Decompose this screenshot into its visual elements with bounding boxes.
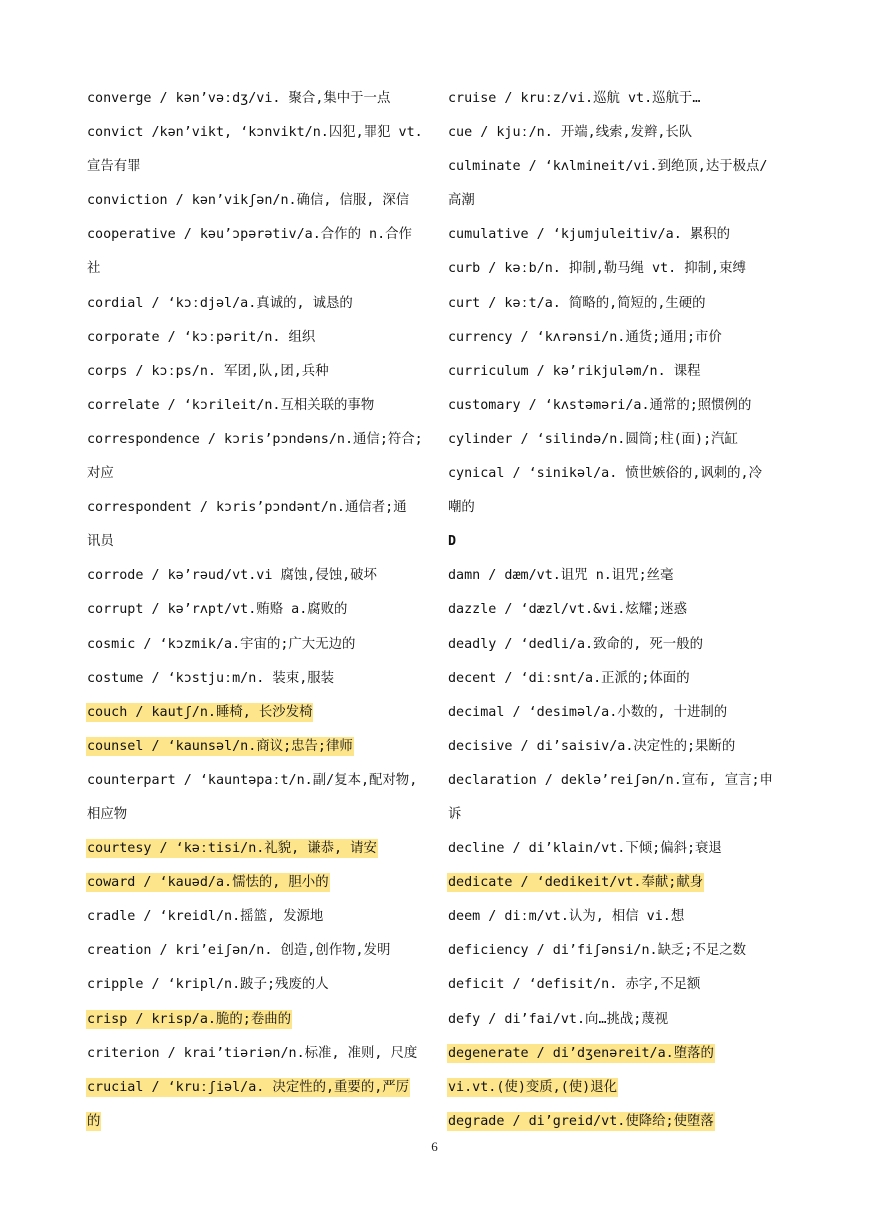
vocab-line-text: decent / ‘diːsnt/a.正派的;体面的 xyxy=(448,670,690,686)
vocab-line xyxy=(447,832,787,866)
vocab-line-text: dazzle / ‘dæzl/vt.&vi.炫耀;迷惑 xyxy=(448,602,687,618)
vocab-line-text: cumulative / ‘kjumjuleitiv/a. 累积的 xyxy=(448,227,731,243)
vocab-line-text: counsel / ‘kaunsəl/n.商议;忠告;律师 xyxy=(87,738,353,754)
vocab-line-text: conviction / kən’vikʃən/n.确信, 信服, 深信 xyxy=(87,193,410,209)
vocab-line-text: crucial / ‘kruːʃiəl/a. 决定性的,重要的,严厉 xyxy=(87,1079,410,1095)
vocab-line xyxy=(447,798,787,832)
vocab-line xyxy=(86,1003,426,1037)
vocab-line-text: corrupt / kə’rʌpt/vt.贿赂 a.腐败的 xyxy=(87,602,348,618)
vocab-line xyxy=(447,900,787,934)
vocab-line xyxy=(86,1105,426,1139)
vocab-line-text: cradle / ‘kreidl/n.摇篮, 发源地 xyxy=(87,909,324,925)
vocab-line xyxy=(447,593,787,627)
vocab-line-text: deficiency / di’fiʃənsi/n.缺乏;不足之数 xyxy=(448,943,747,959)
vocab-line-text: customary / ‘kʌstəməri/a.通常的;照惯例的 xyxy=(448,397,752,413)
vocab-line-text: 诉 xyxy=(448,806,462,822)
section-heading xyxy=(447,525,787,559)
vocab-line xyxy=(86,798,426,832)
vocab-line xyxy=(86,1071,426,1105)
vocab-line-text: degenerate / di’dʒenəreit/a.堕落的 xyxy=(448,1045,714,1061)
vocab-line-text: deficit / ‘defisit/n. 赤字,不足额 xyxy=(448,977,701,993)
vocab-line-text: correlate / ‘kɔrileit/n.互相关联的事物 xyxy=(87,397,375,413)
vocab-line xyxy=(86,218,426,252)
vocab-line xyxy=(447,764,787,798)
vocab-line-text: culminate / ‘kʌlmineit/vi.到绝顶,达于极点/ xyxy=(448,159,768,175)
vocab-line xyxy=(86,968,426,1002)
vocab-line xyxy=(447,218,787,252)
vocab-line xyxy=(86,355,426,389)
vocab-line-text: cordial / ‘kɔːdjəl/a.真诚的, 诚恳的 xyxy=(87,295,353,311)
vocab-line-text: 宣告有罪 xyxy=(87,159,141,175)
vocab-line xyxy=(447,866,787,900)
vocab-line-text: coward / ‘kauəd/a.懦怯的, 胆小的 xyxy=(87,875,329,891)
vocab-line xyxy=(447,150,787,184)
vocab-line xyxy=(447,730,787,764)
vocab-line xyxy=(86,764,426,798)
left-column xyxy=(86,82,426,1139)
vocab-line xyxy=(86,525,426,559)
vocab-line-text: cruise / kruːz/vi.巡航 vt.巡航于… xyxy=(448,91,701,106)
vocab-line xyxy=(86,696,426,730)
vocab-line-text: converge / kən’vəːdʒ/vi. 聚合,集中于一点 xyxy=(87,91,391,106)
vocab-line xyxy=(447,968,787,1002)
vocab-line-text: cynical / ‘sinikəl/a. 愤世嫉俗的,讽刺的,冷 xyxy=(448,466,762,482)
vocab-line-text: 讯员 xyxy=(87,534,114,550)
vocab-line-text: currency / ‘kʌrənsi/n.通货;通用;市价 xyxy=(448,329,722,345)
vocab-line xyxy=(447,355,787,389)
vocab-line-text: decline / di’klain/vt.下倾;偏斜;衰退 xyxy=(448,841,722,857)
vocab-line-text: curriculum / kə’rikjuləm/n. 课程 xyxy=(448,363,701,379)
vocab-line-text: correspondence / kɔris’pɔndəns/n.通信;符合; xyxy=(87,431,423,447)
vocab-line xyxy=(447,696,787,730)
vocab-line xyxy=(86,116,426,150)
vocab-line-text: decimal / ‘desiməl/a.小数的, 十进制的 xyxy=(448,704,728,720)
vocab-line-text: dedicate / ‘dedikeit/vt.奉献;献身 xyxy=(448,875,704,891)
vocab-line-text: deem / diːm/vt.认为, 相信 vi.想 xyxy=(448,909,685,925)
vocab-line-text: decisive / di’saisiv/a.决定性的;果断的 xyxy=(448,738,736,754)
vocab-line-text: 相应物 xyxy=(87,806,128,822)
vocab-line-text: crisp / krisp/a.脆的;卷曲的 xyxy=(87,1011,292,1027)
vocab-line xyxy=(447,423,787,457)
vocab-line xyxy=(86,184,426,218)
vocab-line-text: cosmic / ‘kɔzmik/a.宇宙的;广大无边的 xyxy=(87,636,356,652)
vocab-line-text: couch / kautʃ/n.睡椅, 长沙发椅 xyxy=(87,704,313,720)
vocab-line xyxy=(447,1003,787,1037)
vocab-line xyxy=(447,559,787,593)
vocab-line xyxy=(86,389,426,423)
vocab-line-text: cue / kjuː/n. 开端,线索,发辫,长队 xyxy=(448,125,693,141)
vocab-line xyxy=(86,900,426,934)
vocab-line xyxy=(86,662,426,696)
vocab-line xyxy=(447,287,787,321)
vocab-line xyxy=(447,934,787,968)
right-column xyxy=(447,82,787,1139)
vocab-line-text: convict /kən’vikt, ‘kɔnvikt/n.囚犯,罪犯 vt. xyxy=(87,125,423,141)
vocab-line xyxy=(86,934,426,968)
vocab-line-text: deadly / ‘dedli/a.致命的, 死一般的 xyxy=(448,636,703,652)
vocab-line xyxy=(86,832,426,866)
vocab-line xyxy=(447,252,787,286)
vocab-line-text: counterpart / ‘kauntəpaːt/n.副/复本,配对物, xyxy=(87,772,418,788)
vocab-line xyxy=(447,1071,787,1105)
vocab-line-text: corrode / kə’rəud/vt.vi 腐蚀,侵蚀,破坏 xyxy=(87,568,377,584)
vocab-line xyxy=(447,1037,787,1071)
vocab-line xyxy=(86,150,426,184)
vocab-line xyxy=(447,628,787,662)
vocab-line-text: curb / kəːb/n. 抑制,勒马绳 vt. 抑制,束缚 xyxy=(448,261,746,277)
vocab-line xyxy=(447,116,787,150)
vocab-line-text: defy / di’fai/vt.向…挑战;蔑视 xyxy=(448,1011,669,1027)
vocab-line-text: 高潮 xyxy=(448,193,475,209)
vocab-line xyxy=(86,457,426,491)
vocab-line xyxy=(447,1105,787,1139)
vocab-line xyxy=(447,389,787,423)
vocab-line xyxy=(86,287,426,321)
vocab-line-text: curt / kəːt/a. 简略的,简短的,生硬的 xyxy=(448,295,706,311)
vocab-line-text: 嘲的 xyxy=(448,500,475,516)
vocab-line xyxy=(447,321,787,355)
vocab-line-text: courtesy / ‘kəːtisi/n.礼貌, 谦恭, 请安 xyxy=(87,841,377,857)
vocab-line xyxy=(447,82,787,116)
vocab-line xyxy=(86,593,426,627)
vocab-line xyxy=(447,491,787,525)
vocab-line-text: corps / kɔːps/n. 军团,队,团,兵种 xyxy=(87,363,329,379)
vocab-line-text: corporate / ‘kɔːpərit/n. 组织 xyxy=(87,329,316,345)
vocab-line xyxy=(86,559,426,593)
vocab-line-text: cooperative / kəu’ɔpərətiv/a.合作的 n.合作 xyxy=(87,227,412,243)
vocab-line-text: damn / dæm/vt.诅咒 n.诅咒;丝毫 xyxy=(448,568,674,584)
vocab-line-text: degrade / di’greid/vt.使降给;使堕落 xyxy=(448,1113,714,1129)
vocab-line-text: correspondent / kɔris’pɔndənt/n.通信者;通 xyxy=(87,500,407,516)
page-number: 6 xyxy=(431,1139,438,1154)
vocab-line-text: 的 xyxy=(87,1113,101,1129)
vocab-line xyxy=(86,423,426,457)
vocab-line-text: 社 xyxy=(87,261,101,277)
vocab-line xyxy=(86,321,426,355)
vocab-line-text: costume / ‘kɔstjuːm/n. 装束,服装 xyxy=(87,670,335,686)
vocab-line-text: 对应 xyxy=(87,466,114,482)
vocab-line-text: cripple / ‘kripl/n.跛子;残废的人 xyxy=(87,977,329,993)
vocab-line xyxy=(447,184,787,218)
vocab-line xyxy=(86,252,426,286)
vocab-line xyxy=(86,628,426,662)
vocab-line-text: criterion / krai’tiəriən/n.标准, 准则, 尺度 xyxy=(87,1045,418,1061)
vocab-line xyxy=(447,457,787,491)
vocab-line xyxy=(86,730,426,764)
vocab-line-text: declaration / deklə’reiʃən/n.宣布, 宣言;申 xyxy=(448,772,773,788)
vocab-line xyxy=(447,662,787,696)
vocab-line-text: cylinder / ‘silində/n.圆筒;柱(面);汽缸 xyxy=(448,431,738,447)
vocab-line xyxy=(86,1037,426,1071)
vocab-line xyxy=(86,866,426,900)
vocab-line xyxy=(86,82,426,116)
vocab-line-text: creation / kri’eiʃən/n. 创造,创作物,发明 xyxy=(87,943,391,959)
vocab-line-text: vi.vt.(使)变质,(使)退化 xyxy=(448,1079,618,1095)
vocab-line-text: D xyxy=(448,534,457,550)
vocab-line xyxy=(86,491,426,525)
